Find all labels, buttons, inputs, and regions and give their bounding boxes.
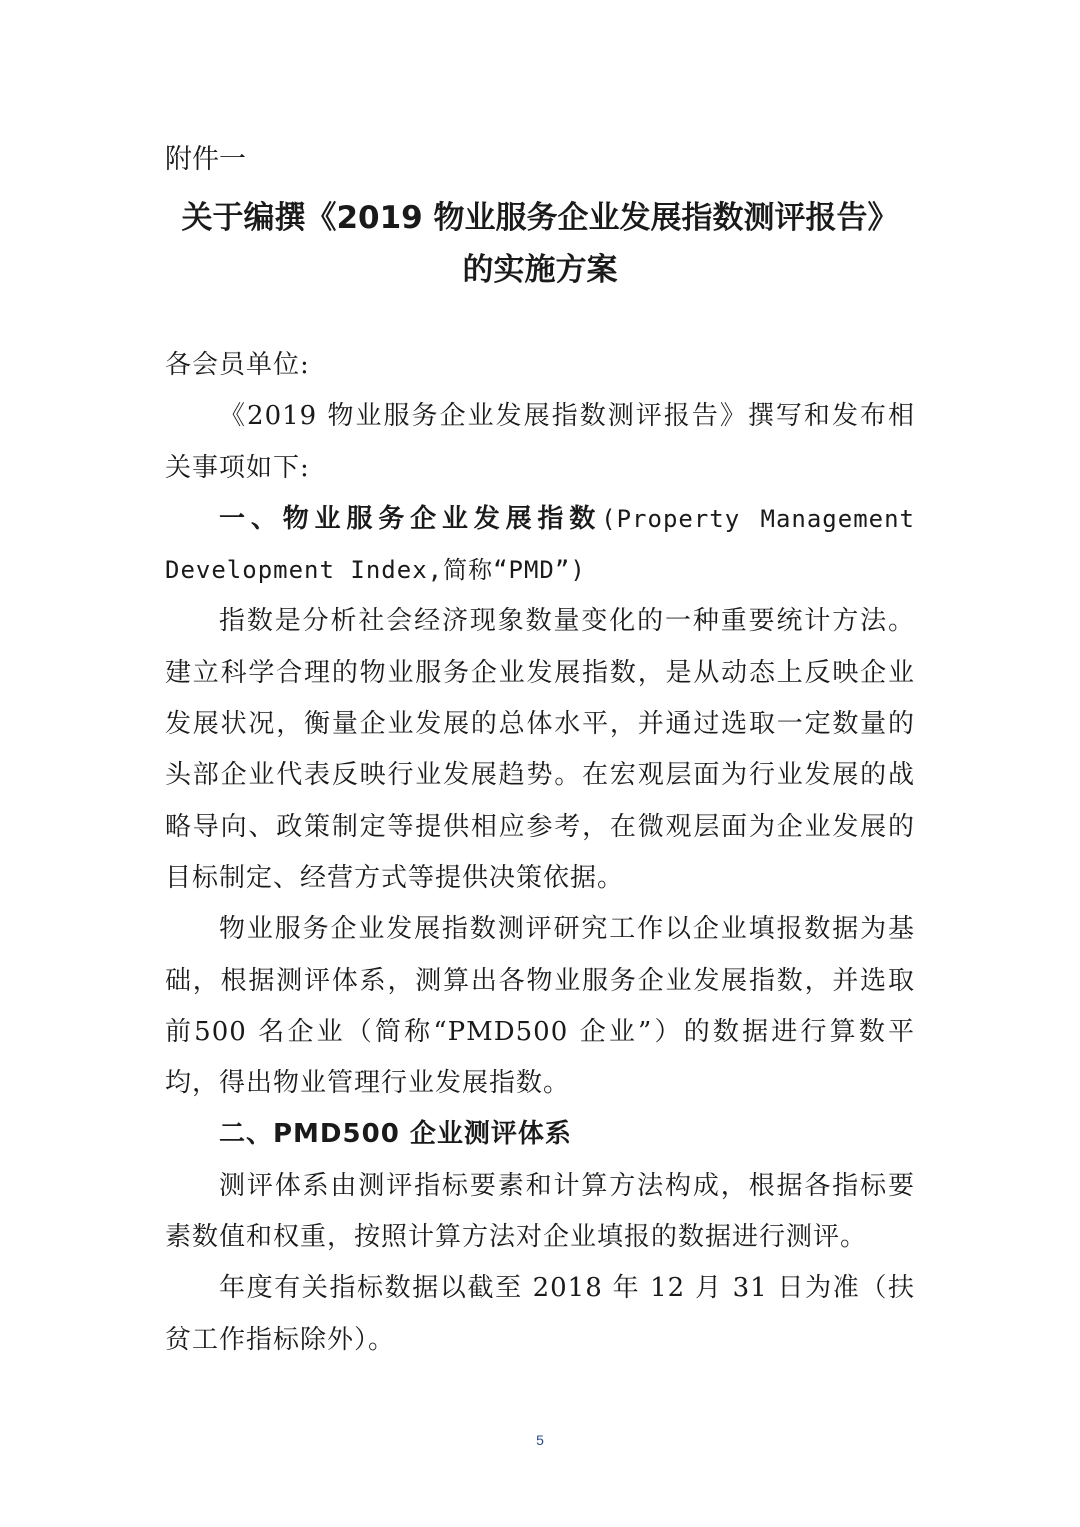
attachment-label: 附件一 [165, 144, 246, 175]
section-1-paragraph-2: 物业服务企业发展指数测评研究工作以企业填报数据为基础，根据测评体系，测算出各物业服务企业发展指数，并选取前500 名企业（简称“PMD500 企业”）的数据进行算数平均，得出物业管理行业发展指数。 [165, 914, 915, 1099]
section-2-paragraph-2: 年度有关指标数据以截至 2018 年 12 月 31 日为准（扶贫工作指标除外）。 [165, 1273, 915, 1355]
section-1-paragraph-1: 指数是分析社会经济现象数量变化的一种重要统计方法。建立科学合理的物业服务企业发展指数，是从动态上反映企业发展状况，衡量企业发展的总体水平，并通过选取一定数量的头部企业代表反映行业发展趋势。在宏观层面为行业发展的战略导向、政策制定等提供相应参考，在微观层面为企业发展的目标制定、经营方式等提供决策依据。 [165, 606, 915, 893]
document-body [165, 340, 915, 1366]
section-1-heading-paragraph [165, 494, 915, 597]
page-number: 5 [536, 1432, 544, 1448]
intro-paragraph: 《2019 物业服务企业发展指数测评报告》撰写和发布相关事项如下: [165, 401, 915, 483]
document-title [150, 192, 930, 296]
salutation: 各会员单位: [165, 350, 310, 380]
section-1-heading-english: (Property Management Development Index,简称“PMD”) [165, 504, 915, 585]
section-2-paragraph-1: 测评体系由测评指标要素和计算方法构成，根据各指标要素数值和权重，按照计算方法对企业填报的数据进行测评。 [165, 1170, 915, 1253]
title-line-1: 关于编撰《2019 物业服务企业发展指数测评报告》 [181, 200, 899, 236]
section-1-heading: 一、物业服务企业发展指数 [219, 503, 602, 534]
title-line-2: 的实施方案 [462, 252, 618, 288]
section-2-heading: 二、PMD500 企业测评体系 [219, 1119, 572, 1150]
